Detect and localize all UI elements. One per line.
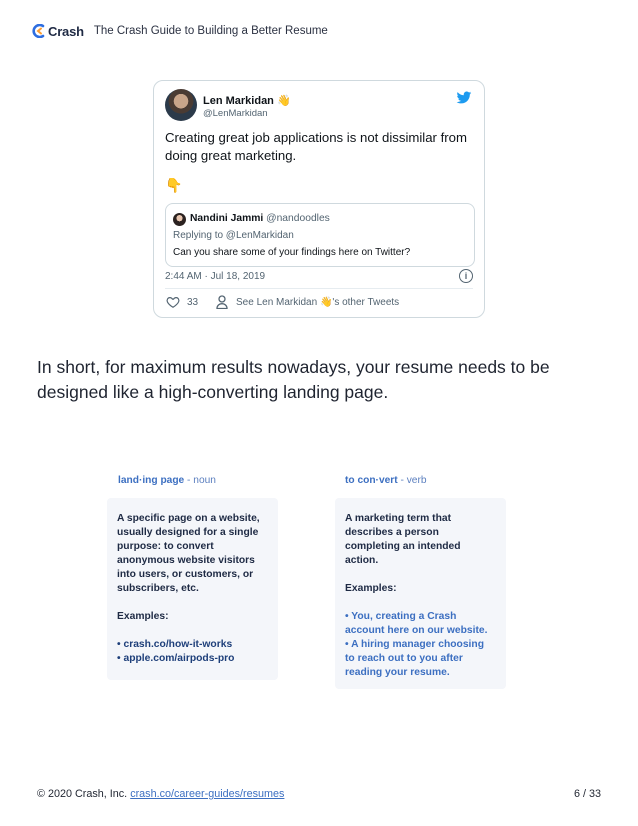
author-avatar[interactable] <box>165 89 197 121</box>
heart-icon[interactable] <box>166 295 180 309</box>
like-count: 33 <box>187 297 199 308</box>
crash-logo[interactable] <box>32 24 84 39</box>
footer-link[interactable]: crash.co/career-guides/resumes <box>130 788 285 800</box>
lead-paragraph: In short, for maximum results nowadays, your resume needs to be designed like a high-converting landing page. <box>37 357 550 402</box>
definition-text: A specific page on a website, usually designed for a single purpose: to convert anonymous website visitors into users, or customers, or subscribers, etc. <box>117 513 260 594</box>
author-name[interactable] <box>203 94 291 107</box>
pointing-down-emoji: 👇 <box>165 177 183 193</box>
info-icon[interactable]: i <box>459 269 473 283</box>
tweet-divider <box>165 288 473 289</box>
page-header <box>32 22 328 40</box>
definition-card-landing-page <box>107 498 278 680</box>
tweet-embed[interactable] <box>153 80 485 318</box>
definition-card-convert <box>335 498 506 689</box>
quoted-author-handle: @nandoodles <box>266 213 330 224</box>
term-text: land·ing page <box>118 475 185 486</box>
wave-emoji: 👋 <box>276 95 291 107</box>
quoted-author <box>190 213 330 224</box>
page-footer <box>37 788 284 800</box>
definition-text: A marketing term that describes a person completing an intended action. <box>345 513 461 566</box>
logo-text: Crash <box>48 23 84 39</box>
definition-term-convert <box>345 475 427 486</box>
tweet-text: Creating great job applications is not dissimilar from doing great marketing. <box>165 130 467 163</box>
replying-to: Replying to @LenMarkidan <box>173 230 294 241</box>
see-other-tweets-link[interactable] <box>236 297 399 308</box>
term-part-of-speech: - verb <box>397 475 427 486</box>
crash-logo-icon <box>32 24 45 38</box>
term-text: to con·vert <box>345 475 398 486</box>
quoted-text: Can you share some of your findings here on Twitter? <box>173 247 411 258</box>
term-part-of-speech: - noun <box>184 475 216 486</box>
examples-label: Examples: <box>117 611 169 622</box>
quoted-tweet[interactable] <box>165 203 475 267</box>
quoted-author-avatar <box>173 213 186 226</box>
twitter-bird-icon[interactable] <box>456 91 472 105</box>
author-handle[interactable]: @LenMarkidan <box>203 108 268 119</box>
page-number: 6 / 33 <box>573 788 601 800</box>
tweet-timestamp[interactable]: 2:44 AM · Jul 18, 2019 <box>165 271 266 282</box>
example-item[interactable]: • You, creating a Crash account here on our website. <box>345 611 488 636</box>
definition-term-landing-page <box>118 475 216 486</box>
see-more-emoji: 👋 <box>319 297 333 308</box>
example-link[interactable]: • crash.co/how-it-works <box>117 639 233 650</box>
document-title: The Crash Guide to Building a Better Resume <box>93 25 328 37</box>
copyright: © 2020 Crash, Inc. <box>37 788 128 800</box>
see-more-suffix: 's other Tweets <box>332 297 400 308</box>
quoted-author-name: Nandini Jammi <box>190 213 264 224</box>
examples-label: Examples: <box>345 583 397 594</box>
example-item: • A hiring manager choosing to reach out to you after reading your resume. <box>345 639 485 678</box>
person-icon <box>216 295 228 309</box>
author-name-text: Len Markidan <box>203 95 274 107</box>
example-link[interactable]: • apple.com/airpods-pro <box>117 653 235 664</box>
see-more-prefix: See Len Markidan <box>236 297 318 308</box>
